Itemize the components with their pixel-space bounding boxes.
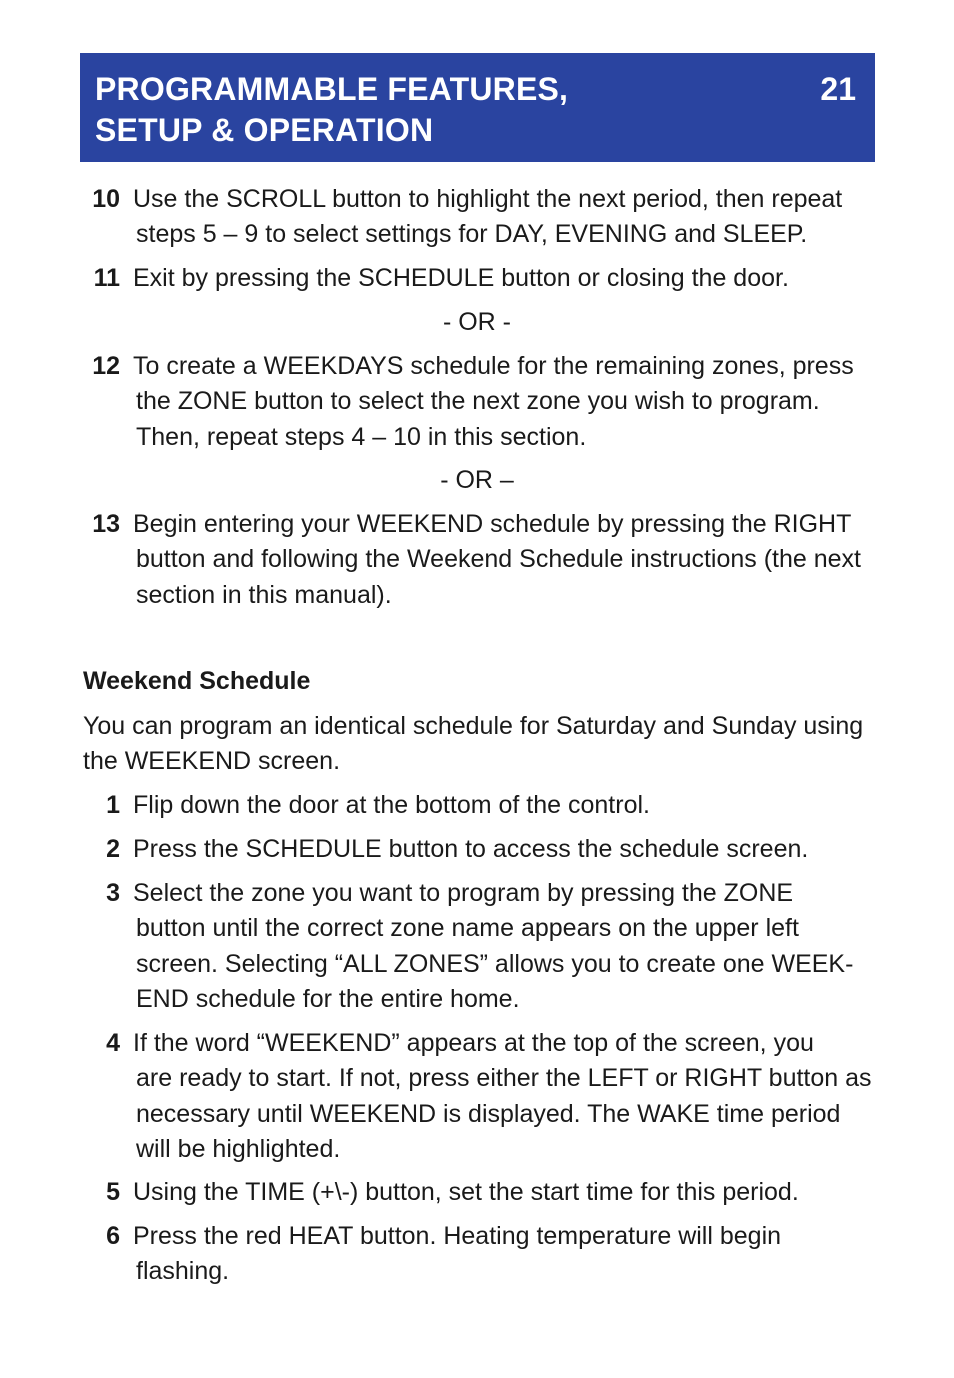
step-text-first-line: Flip down the door at the bottom of the control. <box>133 791 650 819</box>
step-number: 12 <box>92 352 120 380</box>
step-text-first-line: If the word “WEEKEND” appears at the top of the screen, you <box>133 1029 814 1057</box>
step-text <box>133 182 873 253</box>
step-text <box>133 1026 873 1167</box>
step-number: 11 <box>93 264 120 292</box>
page-title <box>95 69 859 151</box>
step-text-first-line: Exit by pressing the SCHEDULE button or closing the door. <box>133 264 789 292</box>
or-separator: - OR – <box>440 466 514 494</box>
step-number: 5 <box>106 1178 120 1206</box>
step-text <box>133 261 873 296</box>
step-text-first-line: Press the SCHEDULE button to access the schedule screen. <box>133 835 809 863</box>
step-text <box>133 788 873 823</box>
step-text <box>133 832 873 867</box>
step-text <box>133 507 873 613</box>
step-number: 10 <box>92 185 120 213</box>
step-number: 2 <box>106 835 120 863</box>
step-number: 6 <box>106 1222 120 1250</box>
step-text-continuation: button until the correct zone name appears on the upper left screen. Selecting “ALL ZONES” allows you to create one WEEK-END schedule for the entire home. <box>136 914 854 1013</box>
step-text <box>133 1219 873 1290</box>
step-text-first-line: Use the SCROLL button to highlight the next period, then repeat <box>133 185 843 213</box>
step-number: 3 <box>106 879 120 907</box>
step-text-continuation: are ready to start. If not, press either the LEFT or RIGHT button as necessary until WEEKEND is displayed. The WAKE time period will be highlighted. <box>136 1064 872 1163</box>
step-number: 4 <box>106 1029 120 1057</box>
step-text <box>133 349 873 455</box>
page-title-line1: PROGRAMMABLE FEATURES, <box>95 71 569 107</box>
step-text-first-line: Press the red HEAT button. Heating temperature will begin <box>133 1222 782 1250</box>
step-text <box>133 876 873 1017</box>
section-heading: Weekend Schedule <box>83 667 311 695</box>
or-separator: - OR - <box>442 308 512 336</box>
page-title-line2: SETUP & OPERATION <box>95 112 434 148</box>
step-number: 13 <box>92 510 120 538</box>
step-text-first-line: Begin entering your WEEKEND schedule by pressing the RIGHT <box>133 510 852 538</box>
step-text <box>133 1175 873 1210</box>
step-text-first-line: Select the zone you want to program by pressing the ZONE <box>133 879 794 907</box>
step-number: 1 <box>106 791 120 819</box>
section-intro: You can program an identical schedule for Saturday and Sunday using the WEEKEND screen. <box>83 712 864 776</box>
step-text-continuation: button and following the Weekend Schedule instructions (the next section in this manual). <box>136 545 861 609</box>
step-text-continuation: the ZONE button to select the next zone you wish to program. Then, repeat steps 4 – 10 in this section. <box>136 387 820 451</box>
step-text-first-line: Using the TIME (+\-) button, set the start time for this period. <box>133 1178 799 1206</box>
page-number: 21 <box>820 71 856 107</box>
step-text-continuation: flashing. <box>136 1257 230 1286</box>
step-text-first-line: To create a WEEKDAYS schedule for the remaining zones, press <box>133 352 854 380</box>
page-header <box>80 53 875 162</box>
step-text-continuation: steps 5 – 9 to select settings for DAY, EVENING and SLEEP. <box>136 220 808 249</box>
